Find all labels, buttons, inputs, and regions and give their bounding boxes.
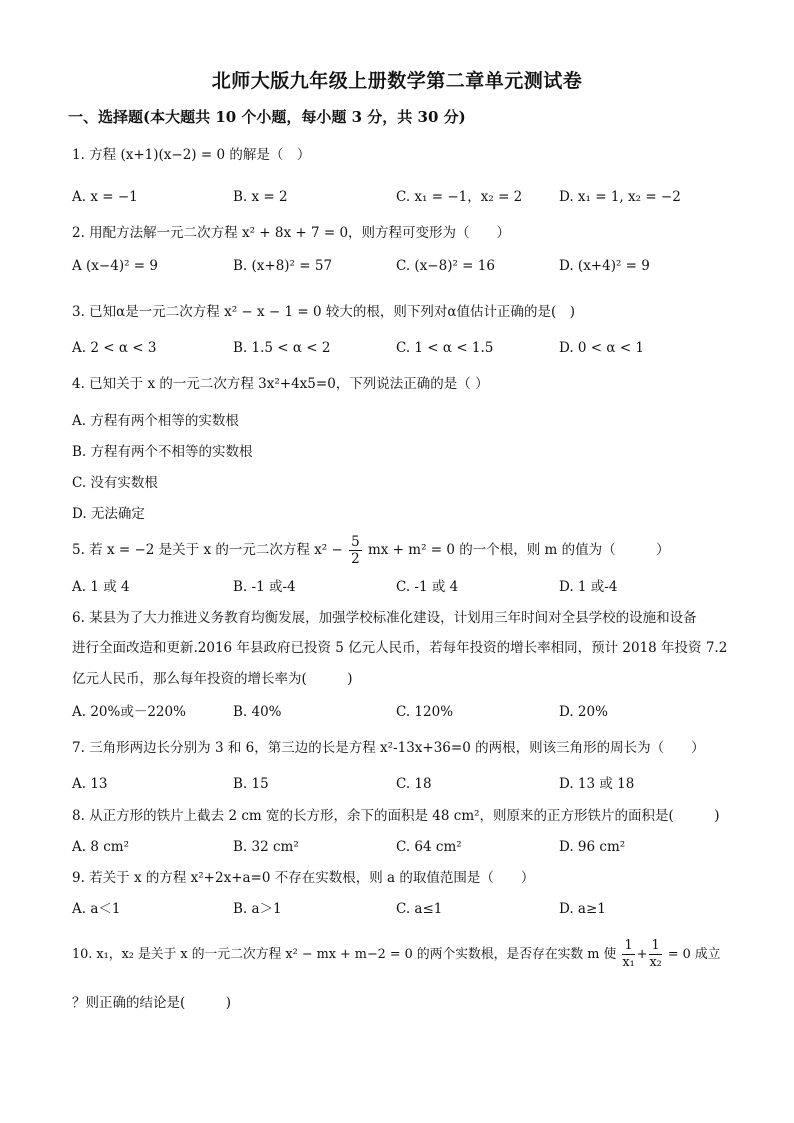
question-6-line-2: 进行全面改造和更新.2016 年县政府已投资 5 亿元人民币，若每年投资的增长率相同，预计 2018 年投资 7.2	[72, 640, 728, 656]
question-4-stem: 4. 已知关于 x 的一元二次方程 3x²+4x5=0，下列说法正确的是（ ）	[72, 376, 489, 392]
question-5-stem	[72, 532, 670, 568]
q1-option-c: C. x₁ = −1，x₂ = 2	[396, 189, 523, 205]
q1-option-a: A. x = −1	[72, 189, 138, 205]
q10-stem-post: = 0 成立	[667, 947, 721, 962]
q6-option-d: D. 20%	[559, 704, 608, 720]
question-6-line-1: 6. 某县为了大力推进义务教育均衡发展，加强学校标准化建设，计划用三年时间对全县学校的设施和设备	[72, 610, 697, 626]
q5-fraction-numerator: 5	[351, 534, 360, 550]
q7-option-d: D. 13 或 18	[559, 776, 635, 792]
question-1-stem: 1. 方程 (x+1)(x−2) = 0 的解是（ ）	[72, 147, 311, 163]
q10-fraction-1	[622, 938, 634, 971]
q9-option-d: D. a≥1	[559, 901, 606, 917]
question-9-stem: 9. 若关于 x 的方程 x²+2x+a=0 不存在实数根，则 a 的取值范围是（ ）	[72, 870, 535, 886]
q2-option-d: D. (x+4)² = 9	[559, 258, 650, 274]
q3-option-b: B. 1.5 < α < 2	[233, 340, 331, 356]
question-3-stem: 3. 已知α是一元二次方程 x² − x − 1 = 0 较大的根，则下列对α值估计正确的是( )	[72, 304, 576, 320]
q6-option-b: B. 40%	[233, 704, 282, 720]
q10-plus-sign: +	[636, 947, 648, 962]
page-title: 北师大版九年级上册数学第二章单元测试卷	[211, 70, 583, 92]
q5-option-c: C. -1 或 4	[396, 579, 459, 595]
q9-option-b: B. a＞1	[233, 901, 282, 917]
q10-fraction-1-numerator: 1	[622, 938, 634, 955]
q2-option-a: A (x−4)² = 9	[72, 258, 158, 274]
q7-option-a: A. 13	[72, 776, 108, 792]
q5-option-b: B. -1 或-4	[233, 579, 296, 595]
q5-option-a: A. 1 或 4	[72, 579, 130, 595]
q8-option-c: C. 64 cm²	[396, 839, 462, 855]
question-10-line-2: ？则正确的结论是( )	[72, 995, 232, 1011]
q4-option-a: A. 方程有两个相等的实数根	[72, 413, 239, 429]
question-10-stem	[72, 937, 720, 973]
q9-option-c: C. a≤1	[396, 901, 443, 917]
question-2-stem: 2. 用配方法解一元二次方程 x² + 8x + 7 = 0，则方程可变形为（ ）	[72, 225, 511, 241]
q5-stem-post: mx + m² = 0 的一个根，则 m 的值为（ ）	[367, 542, 670, 558]
q4-option-b: B. 方程有两个不相等的实数根	[72, 444, 253, 460]
q3-option-a: A. 2 < α < 3	[72, 340, 157, 356]
q2-option-c: C. (x−8)² = 16	[396, 258, 495, 274]
q5-option-d: D. 1 或-4	[559, 579, 618, 595]
q1-option-b: B. x = 2	[233, 189, 288, 205]
q8-option-d: D. 96 cm²	[559, 839, 626, 855]
q9-option-a: A. a＜1	[72, 901, 121, 917]
q7-option-b: B. 15	[233, 776, 269, 792]
q6-option-a: A. 20%或－220%	[72, 704, 186, 720]
q3-option-c: C. 1 < α < 1.5	[396, 340, 494, 356]
q8-option-b: B. 32 cm²	[233, 839, 299, 855]
q5-fraction	[349, 534, 362, 567]
q4-option-c: C. 没有实数根	[72, 475, 158, 491]
question-8-stem: 8. 从正方形的铁片上截去 2 cm 宽的长方形，余下的面积是 48 cm²，则原来的正方形铁片的面积是( )	[72, 808, 720, 824]
q1-option-d: D. x₁ = 1, x₂ = −2	[559, 189, 681, 205]
q10-stem-pre: 10. x₁，x₂ 是关于 x 的一元二次方程 x² − mx + m−2 = 0 的两个实数根，是否存在实数 m 使	[72, 947, 617, 962]
question-7-stem: 7. 三角形两边长分别为 3 和 6，第三边的长是方程 x²-13x+36=0 的两根，则该三角形的周长为（ ）	[72, 740, 705, 756]
section-heading: 一、选择题(本大题共 10 个小题，每小题 3 分，共 30 分)	[68, 108, 466, 126]
q10-fraction-2-denominator: x₂	[649, 955, 662, 970]
question-6-line-3: 亿元人民币，那么每年投资的增长率为( )	[72, 671, 353, 687]
q6-option-c: C. 120%	[396, 704, 454, 720]
q8-option-a: A. 8 cm²	[72, 839, 129, 855]
q5-stem-pre: 5. 若 x = −2 是关于 x 的一元二次方程 x² −	[72, 542, 343, 558]
q7-option-c: C. 18	[396, 776, 432, 792]
q4-option-d: D. 无法确定	[72, 506, 145, 522]
q5-fraction-denominator: 2	[351, 551, 360, 567]
q3-option-d: D. 0 < α < 1	[559, 340, 645, 356]
q10-fraction-2	[649, 938, 661, 971]
q10-fraction-1-denominator: x₁	[622, 955, 635, 970]
q2-option-b: B. (x+8)² = 57	[233, 258, 333, 274]
q10-fraction-2-numerator: 1	[649, 938, 661, 955]
